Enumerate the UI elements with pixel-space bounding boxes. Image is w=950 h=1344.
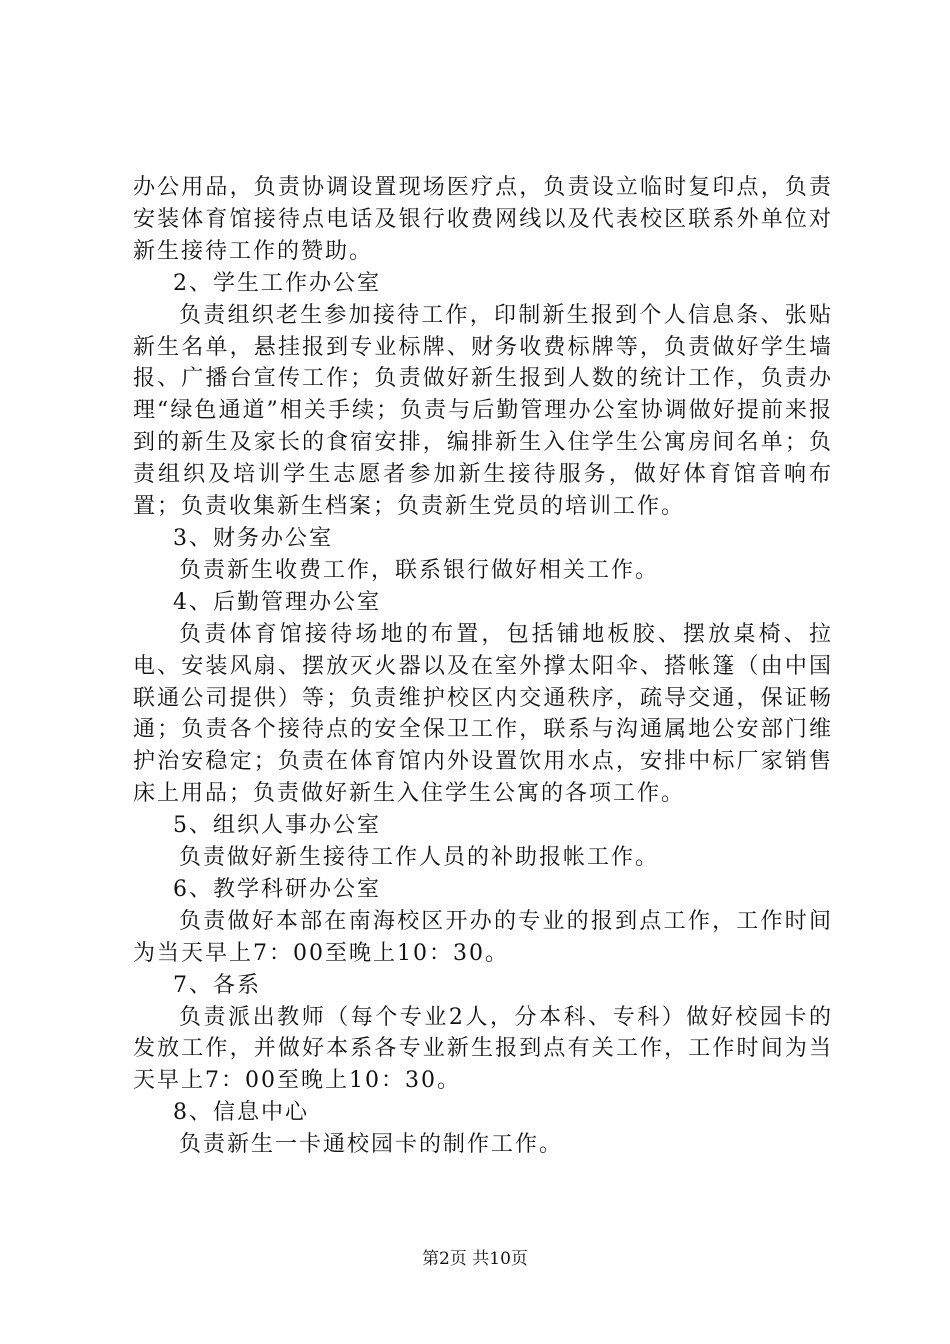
section-heading-personnel: 5、组织人事办公室 <box>173 813 381 839</box>
document-body <box>133 172 833 1161</box>
section-heading-information-center: 8、信息中心 <box>173 1100 309 1126</box>
paragraph-continued: 办公用品，负责协调设置现场医疗点，负责设立临时复印点，负责安装体育馆接待点电话及银行收费网线以及代表校区联系外单位对新生接待工作的赞助。 <box>133 175 833 264</box>
paragraph-personnel: 负责做好新生接待工作人员的补助报帐工作。 <box>179 845 660 871</box>
section-heading-departments: 7、各系 <box>173 972 261 998</box>
section-heading-finance: 3、财务办公室 <box>173 525 333 551</box>
paragraph-teaching-research: 负责做好本部在南海校区开办的专业的报到点工作，工作时间为当天早上7：00至晚上10：30。 <box>133 908 833 966</box>
paragraph-information-center: 负责新生一卡通校园卡的制作工作。 <box>179 1132 564 1158</box>
page-number-footer: 第2页 共10页 <box>422 1249 528 1269</box>
paragraph-logistics: 负责体育馆接待场地的布置，包括铺地板胶、摆放桌椅、拉电、安装风扇、摆放灭火器以及在室外撑太阳伞、搭帐篷（由中国联通公司提供）等；负责维护校区内交通秩序，疏导交通，保证畅通；负责各个接待点的安全保卫工作，联系与沟通属地公安部门维护治安稳定；负责在体育馆内外设置饮用水点，安排中标厂家销售床上用品；负责做好新生入住学生公寓的各项工作。 <box>133 621 833 807</box>
paragraph-departments: 负责派出教师（每个专业2人，分本科、专科）做好校园卡的发放工作，并做好本系各专业新生报到点有关工作，工作时间为当天早上7：00至晚上10：30。 <box>133 1004 833 1094</box>
paragraph-finance: 负责新生收费工作，联系银行做好相关工作。 <box>179 557 660 583</box>
section-heading-student-affairs: 2、学生工作办公室 <box>173 270 381 296</box>
section-heading-logistics: 4、后勤管理办公室 <box>173 589 381 615</box>
paragraph-student-affairs: 负责组织老生参加接待工作，印制新生报到个人信息条、张贴新生名单，悬挂报到专业标牌、财务收费标牌等，负责做好学生墙报、广播台宣传工作；负责做好新生报到人数的统计工作，负责办理“绿色通道”相关手续；负责与后勤管理办公室协调做好提前来报到的新生及家长的食宿安排，编排新生入住学生公寓房间名单；负责组织及培训学生志愿者参加新生接待服务，做好体育馆音响布置；负责收集新生档案；负责新生党员的培训工作。 <box>133 302 833 520</box>
section-heading-teaching-research: 6、教学科研办公室 <box>173 876 381 902</box>
